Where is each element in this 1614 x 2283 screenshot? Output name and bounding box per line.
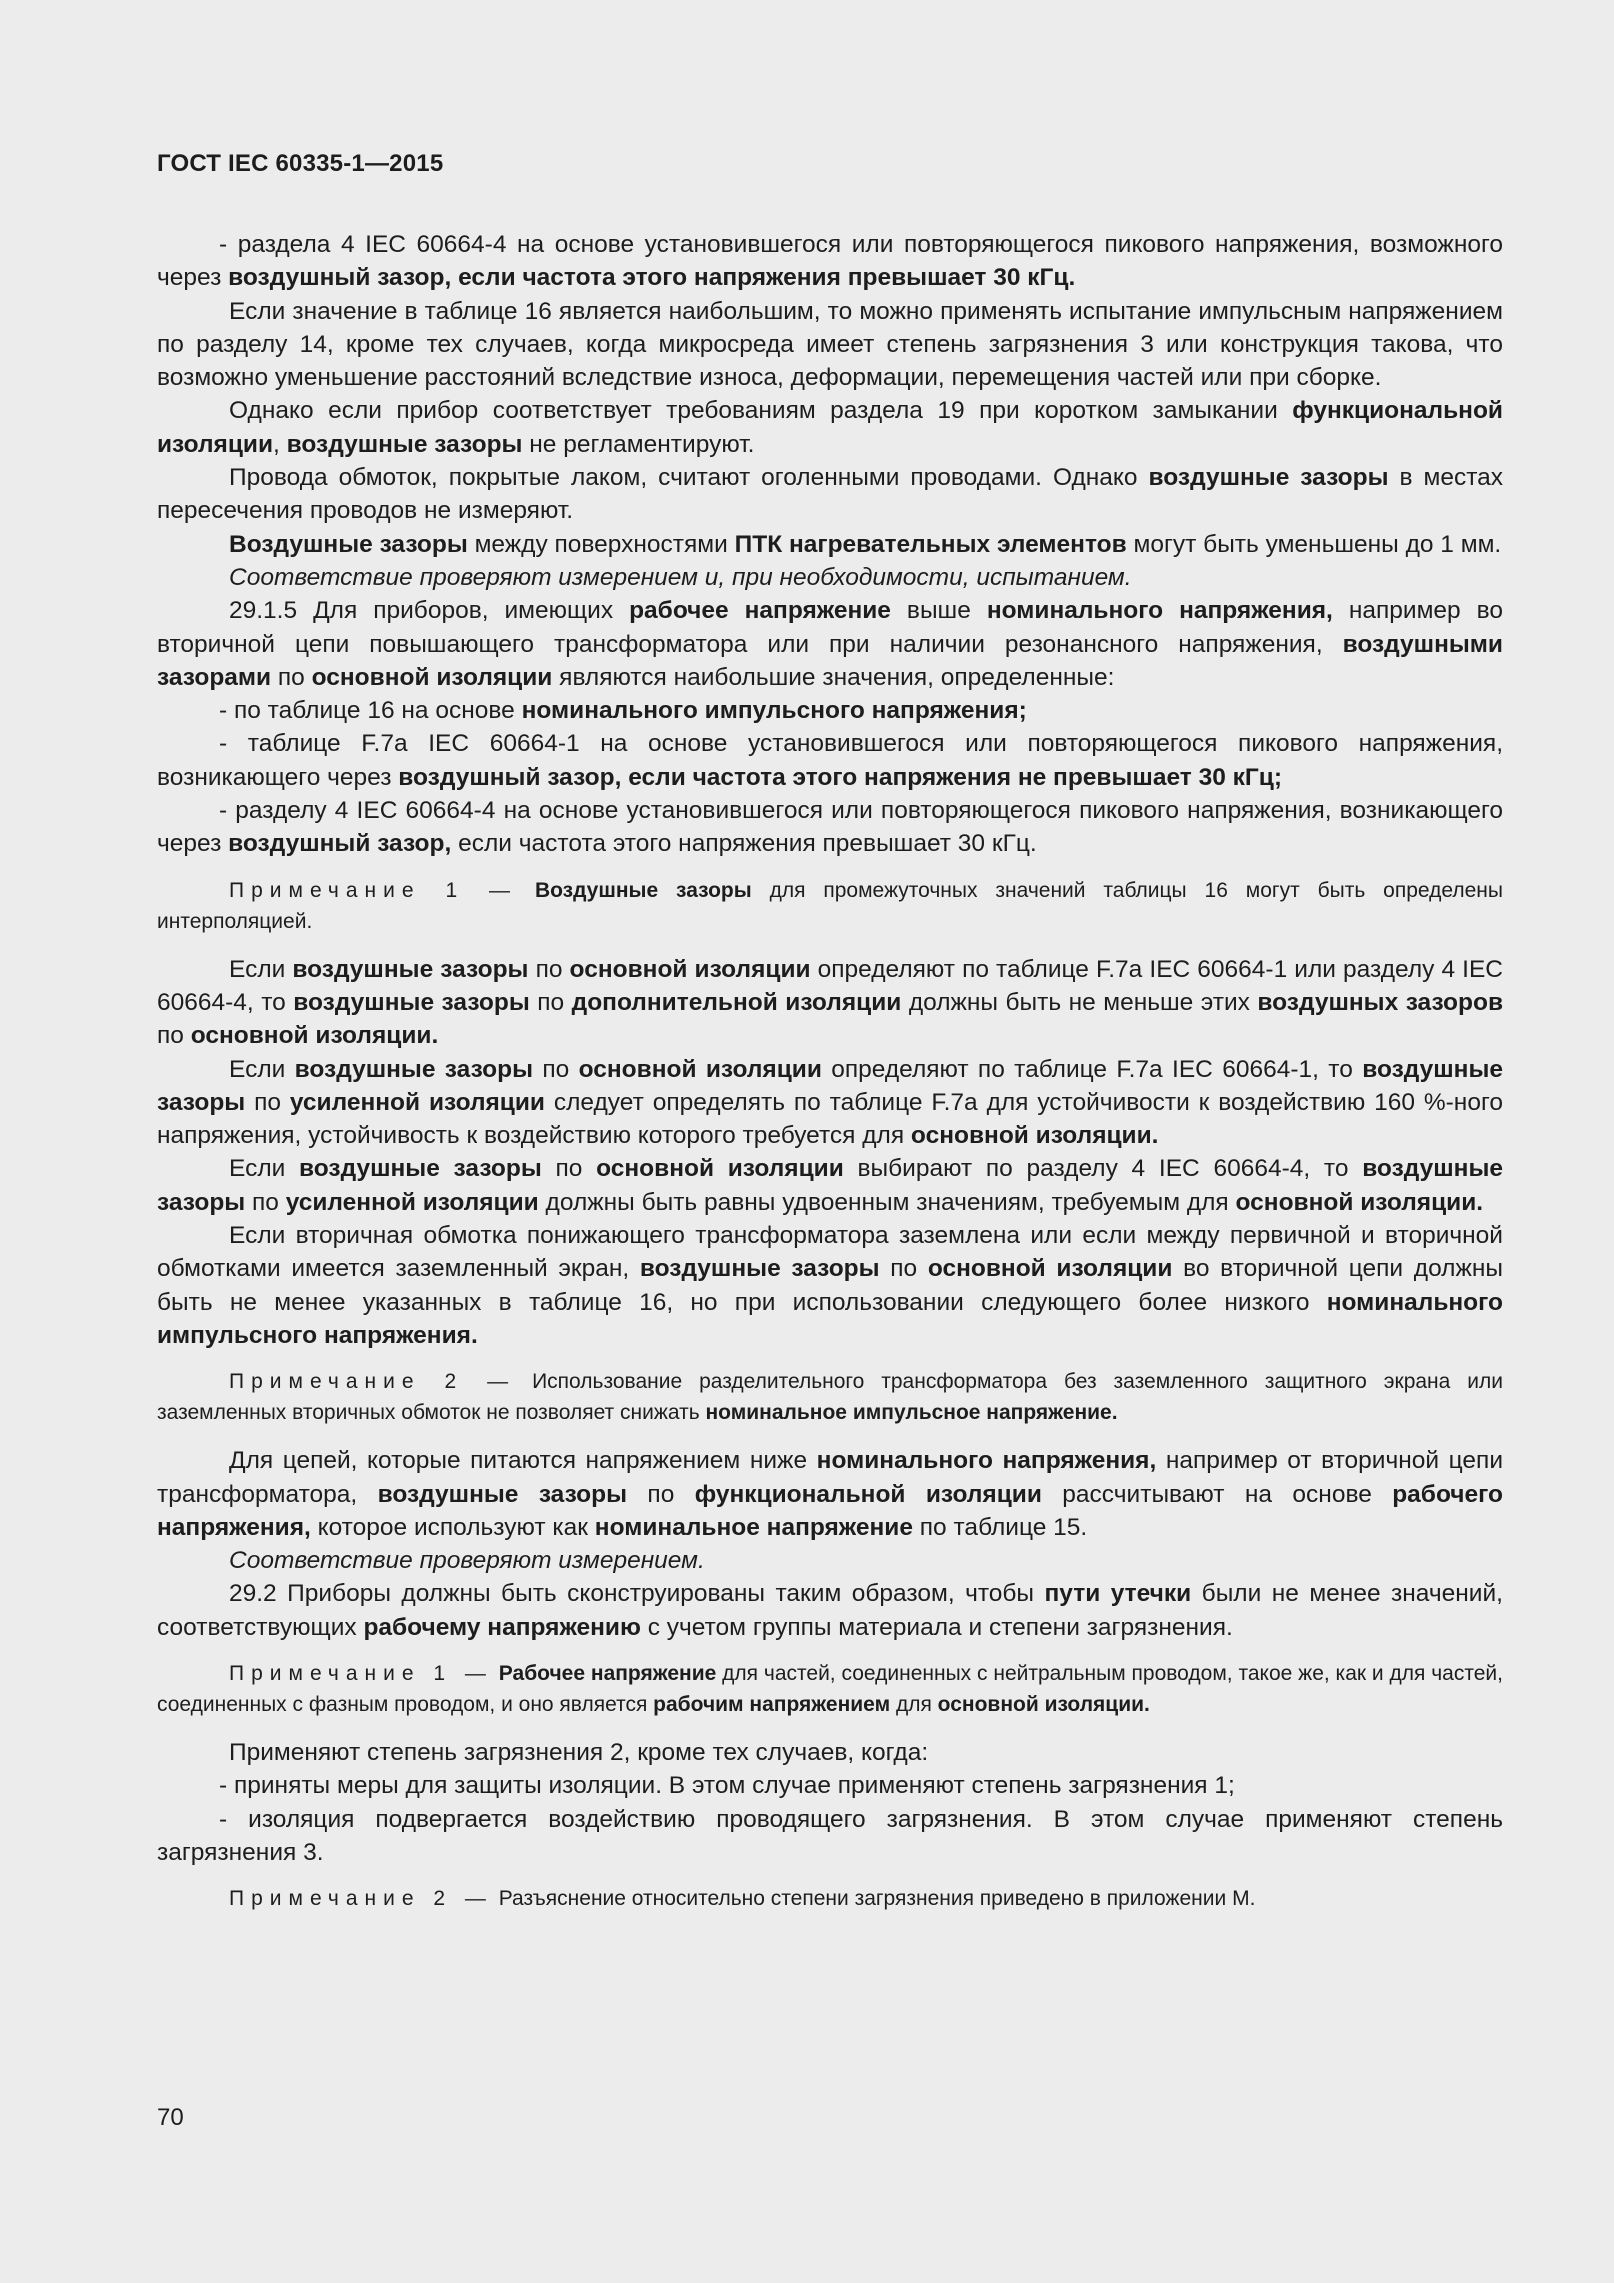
bold-term: номинального импульсного напряжения; [521,697,1027,725]
bold-term: воздушные зазоры [299,1155,542,1183]
list-item [157,727,1503,794]
text-run: должны быть равны удвоенным значениям, требуемым для [538,1188,1236,1216]
note-label: Примечание 1 — [229,1661,493,1685]
bold-term: основной изоляции [311,663,553,691]
bold-term: основной изоляции [596,1155,844,1183]
text-paragraph [157,1152,1503,1219]
text-paragraph [157,561,1503,594]
text-run: во вторичной цепи должны быть не менее указанных в таблице 16, но при использовании следующего более низкого [157,1255,1503,1316]
note-label: Примечание 2 — [229,1370,516,1394]
bold-term: номинальное напряжение [594,1513,913,1541]
text-run: Разъяснение относительно степени загрязнения приведено в приложении М. [498,1887,1256,1911]
text-run: например во вторичной цепи повышающего трансформатора или при наличии резонансного напряжения, [157,597,1504,658]
page-number: 70 [157,2104,184,2131]
text-run: Соответствие проверяют измерением. [229,1547,705,1575]
bold-term: основной изоляции. [910,1122,1159,1150]
bold-term: воздушный зазор, [228,830,452,858]
bold-term: усиленной изоляции [289,1088,545,1116]
text-run: по [157,1022,191,1050]
bold-term: рабочим напряжением [653,1692,891,1716]
list-item [157,1803,1503,1870]
text-run: определяют по таблице F.7a IEC 60664-1, то [821,1055,1363,1083]
bold-term: дополнительной изоляции [571,988,902,1016]
note-label: Примечание 1 — [229,878,518,902]
bold-term: воздушный зазор, если частота этого напряжения не превышает 30 кГц; [398,763,1283,791]
text-run: по [533,1055,579,1083]
text-run: между поверхностями [467,530,735,558]
text-run: по таблице 15. [912,1513,1088,1541]
text-run: 29.1.5 Для приборов, имеющих [229,597,630,625]
text-run: не регламентируют. [522,430,755,458]
bold-term: Воздушные зазоры [229,530,468,558]
text-paragraph [157,1544,1503,1577]
text-run: по [529,988,572,1016]
text-run: - по таблице 16 на основе [219,697,522,725]
text-paragraph [157,953,1503,1053]
bold-term: воздушные зазоры [294,1055,534,1083]
note-paragraph [157,1883,1503,1914]
text-run: по [245,1088,290,1116]
text-run: могут быть уменьшены до 1 мм. [1126,530,1502,558]
text-run: 29.2 Приборы должны быть сконструированы таким образом, чтобы [229,1580,1045,1608]
text-paragraph [157,394,1503,461]
bold-term: воздушные зазоры [157,1155,1503,1216]
note-paragraph [157,1658,1503,1720]
bold-term: воздушных зазоров [1257,988,1504,1016]
bold-term: функциональной изоляции [157,397,1503,458]
text-run: Если значение в таблице 16 является наибольшим, то можно применять испытание импульсным напряжением по разделу 14, кроме тех случаев, когда микросреда имеет степень загрязнения 3 или конструкция такова, что возможно уменьшение расстояний вследствие износа, деформации, перемещения частей или при сборке. [157,297,1503,392]
text-run: Для цепей, которые питаются напряжением ниже [229,1447,817,1475]
text-run: в местах пересечения проводов не измеряют. [157,464,1504,525]
text-run: по [627,1480,695,1508]
text-run: - раздела 4 IEC 60664-4 на основе установившегося или повторяющегося пикового напряжения, возможного через [157,231,1503,292]
text-run: с учетом группы материала и степени загрязнения. [640,1613,1233,1641]
bold-term: воздушные зазоры [286,430,523,458]
text-run: по [528,955,570,983]
text-paragraph [157,1219,1503,1352]
text-paragraph [157,1053,1503,1153]
bold-term: пути утечки [1044,1580,1192,1608]
text-run: выше [890,597,987,625]
text-run: для частей, соединенных с нейтральным проводом, такое же, как и для частей, соединенных с фазным проводом, и оно является [157,1661,1503,1716]
text-run: например от вторичной цепи трансформатора, [157,1447,1504,1508]
note-paragraph [157,1366,1503,1428]
list-item [157,794,1503,861]
bold-term: основной изоляции. [937,1692,1150,1716]
bold-term: воздушный зазор, если частота этого напряжения превышает 30 кГц. [228,264,1076,292]
text-run: для промежуточных значений таблицы 16 могут быть определены интерполяцией. [157,878,1503,933]
bold-term: воздушные зазоры [157,1055,1504,1116]
note-label: Примечание 2 — [229,1887,493,1911]
text-paragraph [157,528,1503,561]
text-run: должны быть не меньше этих [901,988,1258,1016]
text-run: которое используют как [310,1513,595,1541]
text-paragraph [157,295,1503,395]
text-paragraph [157,1444,1503,1544]
text-run: следует определять по таблице F.7a для устойчивости к воздействию 160 %-ного напряжения, устойчивость к воздействию которого требуется для [157,1088,1503,1150]
bold-term: Воздушные зазоры [534,878,752,902]
text-run: Если [229,955,293,983]
bold-term: усиленной изоляции [285,1188,539,1216]
text-run: Если вторичная обмотка понижающего трансформатора заземлена или если между первичной и вторичной обмотками имеется заземленный экран, [157,1222,1503,1283]
bold-term: воздушные зазоры [292,955,529,983]
text-run: - приняты меры для защиты изоляции. В этом случае применяют степень загрязнения 1; [219,1772,1235,1800]
text-run: Провода обмоток, покрытые лаком, считают оголенными проводами. Однако [229,464,1149,492]
bold-term: основной изоляции [927,1255,1173,1283]
list-item [157,1769,1503,1802]
text-run: Если [229,1155,300,1183]
text-paragraph [157,594,1503,694]
bold-term: основной изоляции [578,1055,822,1083]
bold-term: рабочее напряжение [629,597,891,625]
bold-term: ПТК нагревательных элементов [734,530,1127,558]
text-run: выбирают по разделу 4 IEC 60664-4, то [843,1155,1363,1183]
text-run: - разделу 4 IEC 60664-4 на основе установившегося или повторяющегося пикового напряжения, возникающего через [157,797,1503,858]
list-item [157,694,1503,727]
bold-term: номинального напряжения, [986,597,1333,625]
bold-term: воздушные зазоры [639,1255,880,1283]
bold-term: воздушными зазорами [157,630,1503,691]
text-run: по [245,1188,286,1216]
text-run: если частота этого напряжения превышает 30 кГц. [451,830,1037,858]
bold-term: воздушные зазоры [377,1480,628,1508]
bold-term: номинального импульсного напряжения. [157,1288,1503,1349]
bold-term: воздушные зазоры [1148,464,1389,492]
list-item [157,228,1503,295]
bold-term: рабочему напряжению [363,1613,641,1641]
text-run: являются наибольшие значения, определенные: [552,663,1115,691]
bold-term: основной изоляции. [1235,1188,1484,1216]
text-run: для [890,1692,938,1716]
document-body [157,228,1503,1930]
text-run: Использование разделительного трансформатора без заземленного защитного экрана или заземленных вторичных обмоток не позволяет снижать [157,1370,1503,1425]
text-run: рассчитывают на основе [1041,1480,1393,1508]
note-paragraph [157,875,1503,937]
text-paragraph [157,461,1503,528]
text-run: определяют по таблице F.7a IEC 60664-1 или разделу 4 IEC 60664-4, то [157,955,1504,1016]
bold-term: Рабочее напряжение [498,1661,717,1685]
text-run: Применяют степень загрязнения 2, кроме тех случаев, когда: [229,1738,929,1766]
bold-term: номинального напряжения, [816,1447,1157,1475]
bold-term: номинальное импульсное напряжение. [705,1401,1118,1425]
text-paragraph [157,1577,1503,1644]
text-run: по [271,663,312,691]
text-run: по [879,1255,928,1283]
bold-term: основной изоляции. [190,1022,439,1050]
text-run: - изоляция подвергается воздействию проводящего загрязнения. В этом случае применяют степень загрязнения 3. [157,1805,1503,1866]
text-run: Соответствие проверяют измерением и, при необходимости, испытанием. [229,563,1132,591]
bold-term: рабочего напряжения, [157,1480,1503,1541]
bold-term: функциональной изоляции [694,1480,1042,1508]
text-paragraph [157,1736,1503,1769]
text-run: были не менее значений, соответствующих [157,1580,1503,1641]
text-run: , [273,430,287,458]
document-header: ГОСТ IEC 60335-1—2015 [157,150,444,177]
bold-term: основной изоляции [569,955,811,983]
bold-term: воздушные зазоры [293,988,530,1016]
text-run: - таблице F.7a IEC 60664-1 на основе установившегося или повторяющегося пикового напряжения, возникающего через [157,730,1503,791]
text-run: Если [229,1055,295,1083]
text-run: по [541,1155,597,1183]
text-run: Однако если прибор соответствует требованиям раздела 19 при коротком замыкании [229,397,1293,425]
